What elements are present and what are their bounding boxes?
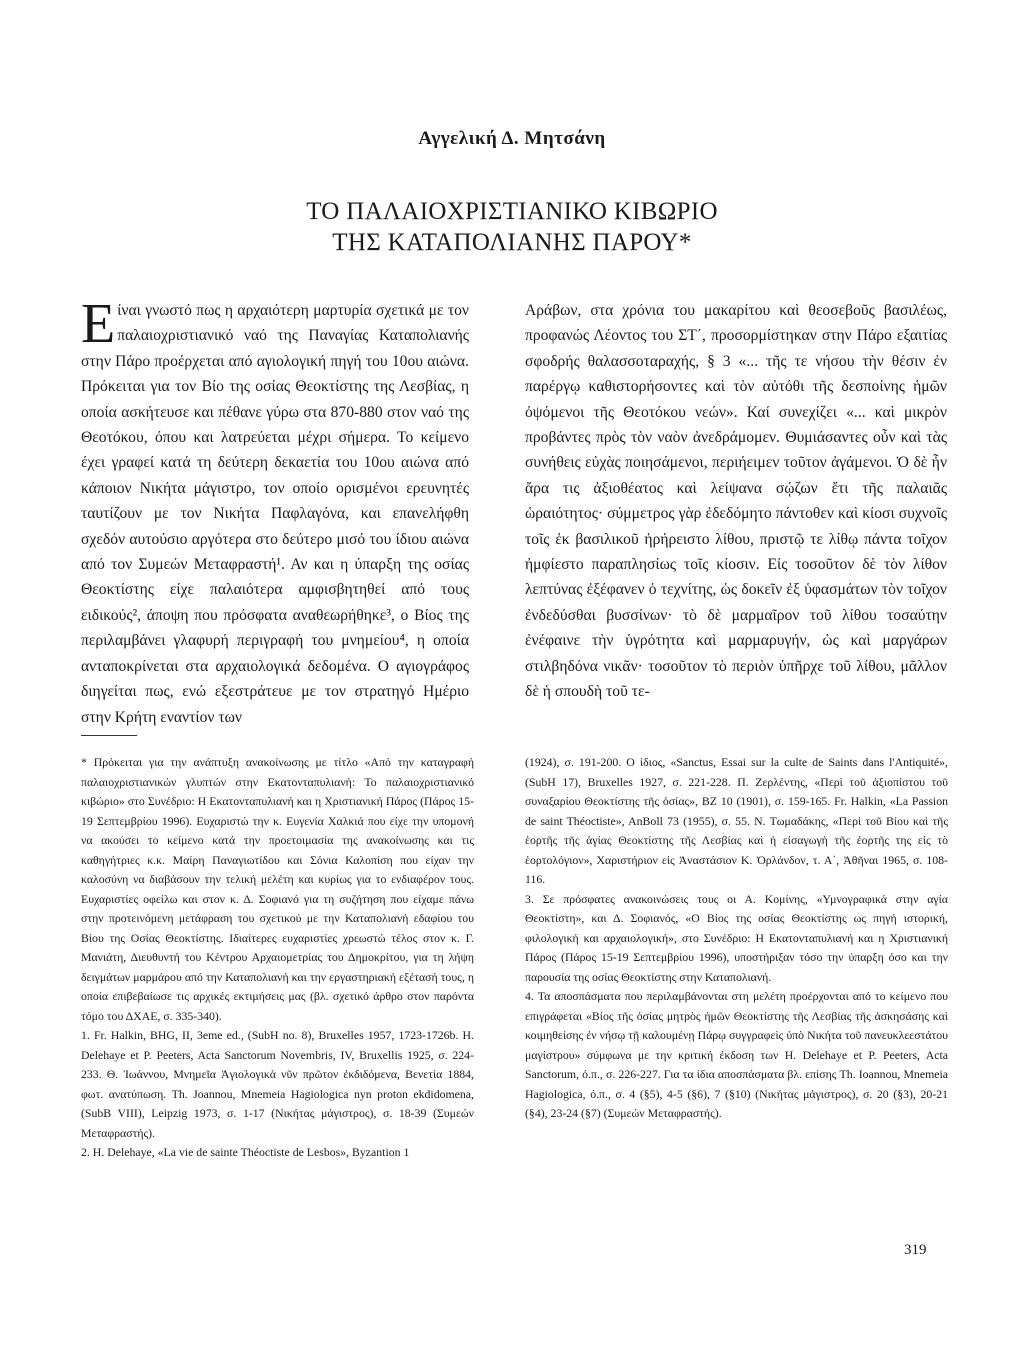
footnotes-right (525, 753, 948, 1124)
footnote-star: * Πρόκειται για την ανάπτυξη ανακοίνωσης με τίτλο «Από την καταγραφή παλαιοχριστιανικών γλυπτών στην Εκατονταπυλιανή: Το παλαιοχριστιανικό κιβώριο» στο Συνέδριο: Η Εκατονταπυλιανή και η Χριστιανική Πάρος (Πάρος 15-19 Σεπτεμβρίου 1996). Ευχαριστώ την κ. Ευγενία Χαλκιά που είχε την υπομονή να ακούσει το κείμενο κατά την προετοιμασία της ανακοίνωσης και τις καθηγήτριες κ.κ. Μαίρη Παναγιωτίδου και Σόνια Καλοπίση που είχαν την καλοσύνη να διαβάσουν την τελική μελέτη και κυρίως για το ενδιαφέρον τους. Ευχαριστίες οφείλω και στον κ. Δ. Σοφιανό για τη συζήτηση που είχαμε πάνω στην προτεινόμενη μετάφραση του σχετικού με την Καταπολιανή εδαφίου του Βίου της Οσίας Θεοκτίστης. Ιδιαίτερες ευχαριστίες χρεωστώ τέλος στον κ. Γ. Μανιάτη, Διευθυντή του Κέντρου Αρχαιομετρίας του Δημοκρίτου, για τη λήψη δειγμάτων μαρμάρου από την Καταπολιανή και την εργαστηριακή εξέτασή τους, η οποία επιβεβαίωσε τις αρχικές εκτιμήσεις μας (βλ. σχετικό άρθρο στον παρόντα τόμο του ΔΧΑΕ, σ. 335-340). (81, 755, 474, 1023)
author-name: Αγγελική Δ. Μητσάνη (418, 128, 606, 149)
footnote-2: 2. H. Delehaye, «La vie de sainte Théoctiste de Lesbos», Byzantion 1 (81, 1145, 410, 1159)
drop-cap: Ε (81, 293, 116, 355)
body-text-right: Αράβων, στα χρόνια του μακαρίτου καὶ θεοσεβοῦς βασιλέως, προφανώς Λέοντος του ΣΤ΄, προσορμίστηκαν στην Πάρο εξαιτίας σφοδρής θαλασσοταραχής, § 3 «... τῆς τε νήσου τὴν θέσιν ἐν παρέργῳ καθιστορήσοντες καὶ τὸν αὐτόθι τῆς δεσποίνης ἡμῶν ὀψόμενοι τῆς Θεοτόκου νεών». Καί συνεχίζει «... καὶ μικρὸν προβάντες πρὸς τὸν ναὸν ἀνεδράμομεν. Θυμιάσαντες οὖν καὶ τὰς συνήθεις εὐχὰς ποιησάμενοι, περιήειμεν τοῦτον ἀγάμενοι. Ὁ δὲ ἦν ἄρα τις ἀξιοθέατος καὶ λείψανα σῴζων ἔτι τῆς παλαιᾶς ὡραιότητος· σύμμετρος γὰρ ἐδεδόμητο πάντοθεν καὶ κίοσι συχνοῖς τοῖς ἐκ βασιλικοῦ ἠρήρειστο λίθου, πριστῷ τε λίθῳ πάντα τοῖχον ἠμφίεστο παραπλησίως τοῖς κίοσιν. Εἰς τοσοῦτον δὲ τὸν λίθον λεπτύνας ἐξέφανεν ὁ τεχνίτης, ὡς δοκεῖν ἐξ ὑφασμάτων τὸν τοῖχον ἐνδεδύσθαι βυσσίνων· τὸ δὲ μαρμαῖρον τοῦ λίθου τοσαύτην ἐνέφαινε τὴν ὑγρότητα καὶ μαρμαρυγήν, ὡς καὶ μαργάρων στιλβηδόνα νικᾶν· τοσοῦτον τὸ περιὸν ὑπῆρχε τοῦ λίθου, μᾶλλον δὲ ἡ σπουδὴ τοῦ τε- (525, 302, 947, 701)
footnote-2-continued: (1924), σ. 191-200. Ο ίδιος, «Sanctus, Essai sur la culte de Saints dans l'Antiquité», (SubH 17), Bruxelles 1927, σ. 221-228. Π. Ζερλέντης, «Περὶ τοῦ ἀξιοπίστου τοῦ συναξαρίου Θεοκτίστης τῆς ὁσίας», BZ 10 (1901), σ. 159-165. Fr. Halkin, «La Passion de saint Théoctiste», AnBoll 73 (1955), σ. 55. Ν. Τωμαδάκης, «Περὶ τοῦ Βίου καὶ τῆς ἑορτῆς τῆς ἁγίας Θεοκτίστης τῆς Λεσβίας καὶ ἡ εἰσαγωγὴ τῆς ἑορτῆς της εἰς τὸ ἑορτολόγιον», Χαριστήριον εἰς Ἀναστάσιον Κ. Ὀρλάνδον, τ. Α΄, Ἀθῆναι 1965, σ. 108-116. (525, 755, 948, 886)
article-title (0, 196, 1024, 258)
footnote-3: 3. Σε πρόσφατες ανακοινώσεις τους οι Α. Κομίνης, «Υμνογραφικά στην αγία Θεοκτίστη», και Δ. Σοφιανός, «Ο Βίος της οσίας Θεοκτίστης ως πηγή ιστορική, φιλολογική και αρχαιολογική», στο Συνέδριο: Η Εκατονταπυλιανή και η Χριστιανική Πάρος (Πάρος 15-19 Σεπτεμβρίου 1996), υποστήριξαν τόσο την ύπαρξη όσο και την παρουσία της οσίας Θεοκτίστης στην Καταπολιανή. (525, 891, 948, 984)
body-column-right (525, 298, 947, 705)
body-text-left: ίναι γνωστό πως η αρχαιότερη μαρτυρία σχετικά με τον παλαιοχριστιανικό ναό της Παναγίας Καταπολιανής στην Πάρο προέρχεται από αγιολογική πηγή του 10ου αιώνα. Πρόκειται για τον Βίο της οσίας Θεοκτίστης της Λεσβίας, η οποία ασκήτευσε και πέθανε γύρω στα 870-880 στον ναό της Θεοτόκου, όπου και λατρεύεται μέχρι σήμερα. Το κείμενο έχει γραφεί κατά τη δεύτερη δεκαετία του 10ου αιώνα από κάποιον Νικήτα μάγιστρο, τον οποίο ορισμένοι ερευνητές ταυτίζουν με τον Νικήτα Παφλαγόνα, και επανελήφθη σχεδόν αυτούσιο αργότερα στο δεύτερο μισό του ίδιου αιώνα από τον Συμεών Μεταφραστή¹. Αν και η ύπαρξη της οσίας Θεοκτίστης είχε παλαιότερα αμφισβητηθεί από τους ειδικούς², άποψη που πρόσφατα αναθεωρήθηκε³, ο Βίος της περιλαμβάνει γλαφυρή περιγραφή του μνημείου⁴, η οποία ανταποκρίνεται στα αρχαιολογικά δεδομένα. Ο αγιογράφος διηγείται πως, ενώ εξεστράτευε με τον στρατηγό Ημέριο στην Κρήτη εναντίον των (81, 302, 469, 726)
footnote-1: 1. Fr. Halkin, BHG, II, 3eme ed., (SubH no. 8), Bruxelles 1957, 1723-1726b. H. Delehaye et P. Peeters, Acta Sanctorum Novembris, IV, Bruxellis 1925, σ. 224-233. Θ. Ἰωάννου, Μνημεῖα Ἁγιολογικὰ νῦν πρῶτον ἐκδιδόμενα, Βενετία 1884, φωτ. ανατύπωση. Th. Joannou, Mnemeia Hagiologica nyn proton ekdidomena, (SubB VIII), Leipzig 1973, σ. 1-17 (Νικήτας μάγιστρος), σ. 18-39 (Συμεών Μεταφραστής). (81, 1028, 474, 1140)
body-column-left (81, 293, 469, 730)
footnote-divider (81, 735, 137, 736)
footnote-4: 4. Τα αποσπάσματα που περιλαμβάνονται στη μελέτη προέρχονται από το κείμενο που επιγράφεται «Βίος τῆς ὁσίας μητρὸς ἡμῶν Θεοκτίστης τῆς Λεσβίας τῆς ἀσκησάσης καὶ κοιμηθείσης ἐν νήσῳ τῇ καλουμένῃ Πάρῳ συγγραφεὶς ὑπὸ Νικήτα τοῦ πανευκλεεστάτου μαγίστρου» σύμφωνα με την κριτική έκδοση των H. Delehaye et P. Peeters, Acta Sanctorum, ό.π., σ. 226-227. Για τα ίδια αποσπάσματα βλ. επίσης Th. Ioannou, Mnemeia Hagiologica, ό.π., σ. 4 (§5), 4-5 (§6), 7 (§10) (Νικήτας μάγιστρος), σ. 20 (§3), 20-21 (§4), 23-24 (§7) (Συμεών Μεταφραστής). (525, 989, 948, 1120)
title-line-1: ΤΟ ΠΑΛΑΙΟΧΡΙΣΤΙΑΝΙΚΟ ΚΙΒΩΡΙΟ (306, 198, 718, 225)
title-line-2: ΤΗΣ ΚΑΤΑΠΟΛΙΑΝΗΣ ΠΑΡΟΥ* (332, 229, 692, 256)
page-number: 319 (904, 1242, 927, 1258)
footnotes-left (81, 753, 474, 1163)
